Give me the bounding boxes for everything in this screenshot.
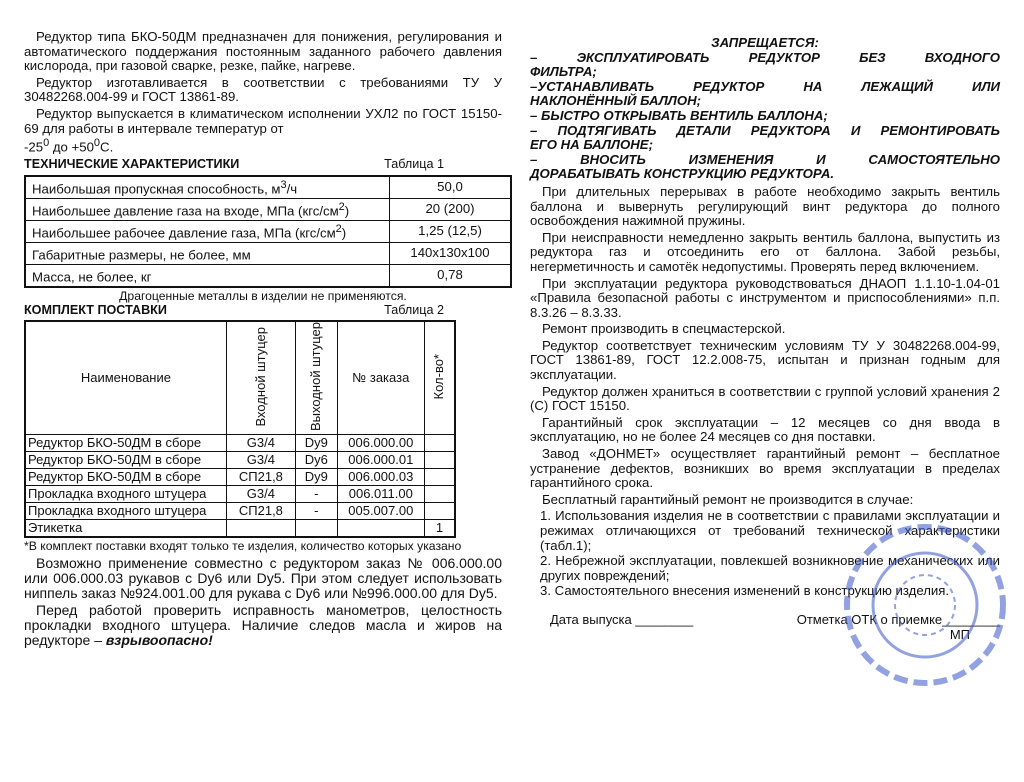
kit-item-name: Редуктор БКО-50ДМ в сборе (25, 435, 226, 452)
exclusion-item: 2. Небрежной эксплуатации, повлекшей возникновение механических или других повреждений; (540, 553, 1000, 583)
forbidden-item: ДОРАБАТЫВАТЬ КОНСТРУКЦИЮ РЕДУКТОРА. (530, 166, 835, 182)
col-qty-header (424, 321, 455, 435)
kit-item-order: 006.011.00 (337, 486, 424, 503)
repair-service-paragraph: Завод «ДОНМЕТ» осуществляет гарантийный ремонт – бесплатное устранение дефектов, возникших во время эксплуатации в пределах гарантийного срока. (530, 446, 1000, 491)
kit-table-row (25, 486, 455, 503)
forbidden-item: НАКЛОНЁННЫЙ БАЛЛОН; (530, 93, 701, 109)
climate-paragraph (24, 107, 502, 155)
kit-item-qty: 1 (424, 520, 455, 538)
col-name-header: Наименование (25, 321, 226, 435)
kit-item-output: - (295, 486, 337, 503)
tech-table-row (25, 220, 511, 242)
kit-item-output (295, 520, 337, 538)
left-column (24, 30, 502, 650)
tech-param-name: Наибольшая пропускная способность, $м^3/ч$ (25, 176, 390, 198)
table1-label: Таблица 1 (384, 157, 444, 172)
metals-note: Драгоценные металлы в изделии не применяются. (119, 288, 407, 303)
kit-item-input: G3/4 (226, 435, 295, 452)
climate-text: Редуктор выпускается в климатическом исполнении УХЛ2 по ГОСТ 15150-69 для работы в интервале температур от (24, 105, 502, 136)
kit-item-input: СП21,8 (226, 469, 295, 486)
repair-paragraph: Ремонт производить в спецмастерской. (542, 321, 786, 337)
kit-item-output: - (295, 503, 337, 520)
forbidden-item: –УСТАНАВЛИВАТЬ РЕДУКТОР НА ЛЕЖАЩИЙ ИЛИ (530, 78, 1000, 94)
kit-table-header-row (25, 321, 455, 435)
tech-param-name: Габаритные размеры, не более, мм (25, 242, 390, 264)
kit-item-order: 006.000.01 (337, 452, 424, 469)
pause-paragraph: При длительных перерывах в работе необходимо закрыть вентиль баллона и вывернуть регулирующий винт редуктора до полного освобождения нажимной пружины. (530, 183, 1000, 229)
col-output-label: Выходной штуцер (307, 321, 323, 431)
col-order-header: № заказа (337, 321, 424, 435)
tech-table-row (25, 242, 511, 264)
col-input-label: Входной штуцер (252, 326, 268, 427)
tech-table-row (25, 264, 511, 286)
tech-param-value: 20 (200) (390, 198, 512, 220)
tech-table-row (25, 198, 511, 220)
kit-note: *В комплект поставки входят только те изделия, количество которых указано (24, 539, 462, 554)
purpose-paragraph: Редуктор типа БКО-50ДМ предназначен для понижения, регулирования и автоматического поддержания постоянным заданного рабочего давления кислорода, при газовой сварке, резке, пайке, нагреве. (24, 29, 502, 74)
exclusions-title: Бесплатный гарантийный ремонт не производится в случае: (542, 491, 914, 507)
kit-item-order: 005.007.00 (337, 503, 424, 520)
tech-header (24, 157, 502, 172)
kit-table-row (25, 520, 455, 538)
kit-item-order (337, 520, 424, 538)
kit-item-qty (424, 469, 455, 486)
forbidden-item: – БЫСТРО ОТКРЫВАТЬ ВЕНТИЛЬ БАЛЛОНА; (530, 107, 828, 123)
kit-table-row (25, 452, 455, 469)
kit-item-order: 006.000.00 (337, 435, 424, 452)
otk-label: Отметка ОТК о приемке________ (796, 611, 1000, 627)
forbidden-item: – ПОДТЯГИВАТЬ ДЕТАЛИ РЕДУКТОРА И РЕМОНТИРОВАТЬ (530, 122, 1000, 138)
forbidden-list (530, 51, 1000, 182)
kit-item-name: Этикетка (25, 520, 226, 538)
tech-param-value: 0,78 (390, 264, 512, 286)
kit-item-name: Редуктор БКО-50ДМ в сборе (25, 469, 226, 486)
kit-item-output: Dy6 (295, 452, 337, 469)
manufacture-paragraph: Редуктор изготавливается в соответствии с требованиями ТУ У 30482268.004-99 и ГОСТ 13861-89. (24, 74, 502, 105)
pre-work-paragraph (24, 603, 502, 648)
explosive-warning: взрывоопасно! (105, 632, 213, 649)
deg-sup-2: 0 (93, 137, 101, 150)
kit-item-output: Dy9 (295, 435, 337, 452)
forbidden-item: ЕГО НА БАЛЛОНЕ; (530, 137, 653, 153)
pre-work-text: Перед работой проверить исправность манометров, целостность прокладки входного штуцера. Наличие следов масла и жиров на редукторе – (24, 602, 502, 649)
warranty-paragraph: Гарантийный срок эксплуатации – 12 месяцев со дня ввода в эксплуатацию, но не более 24 месяцев со дня поставки. (530, 414, 1000, 445)
tech-param-value: 50,0 (390, 176, 512, 198)
exclusion-item: 3. Самостоятельного внесения изменений в конструкцию изделия. (540, 583, 950, 599)
fault-paragraph: При неисправности немедленно закрыть вентиль баллона, выпустить из редуктора газ и отсоединить его от баллона. Забой резьбы, негерметичность и самотёк недопустимы. Проверять перед включением. (530, 229, 1000, 274)
kit-table-row (25, 503, 455, 520)
seal-place-label: МП (949, 626, 970, 642)
kit-title: КОМПЛЕКТ ПОСТАВКИ (24, 303, 167, 318)
kit-item-qty (424, 486, 455, 503)
kit-item-name: Прокладка входного штуцера (25, 486, 226, 503)
tech-table-row (25, 176, 511, 198)
temp-unit: С. (100, 139, 114, 155)
kit-table (24, 320, 456, 539)
deg-sup-1: 0 (43, 137, 50, 150)
release-date-label: Дата выпуска ________ (550, 611, 694, 627)
rules-paragraph: При эксплуатации редуктора руководствоваться ДНАОП 1.1.10-1.04-01 «Правила безопасной работы с инструментом и приспособлениями» п.п. 8.3.26 – 8.3.33. (530, 275, 1000, 320)
kit-item-name: Прокладка входного штуцера (25, 503, 226, 520)
storage-paragraph: Редуктор должен храниться в соответствии с группой условий хранения 2 (С) ГОСТ 15150. (530, 383, 1000, 414)
tech-param-name: Масса, не более, кг (25, 264, 390, 286)
kit-item-qty (424, 435, 455, 452)
exclusion-item: 1. Использования изделия не в соответствии с правилами эксплуатации и режимах отличающихся от требований технической характеристики (табл.1); (540, 508, 1000, 553)
temp-mid: до +50 (49, 139, 94, 155)
tech-param-value: 140x130x100 (390, 242, 512, 264)
temp-low: -25 (24, 139, 44, 155)
signature-row (530, 613, 1000, 628)
conformity-paragraph: Редуктор соответствует техническим условиям ТУ У 30482268.004-99, ГОСТ 13861-89, ГОСТ 12.2.008-75, испытан и признан годным для эксплуатации. (530, 337, 1000, 383)
kit-item-output: Dy9 (295, 469, 337, 486)
kit-item-input: G3/4 (226, 452, 295, 469)
col-output-header (295, 321, 337, 435)
col-input-header (226, 321, 295, 435)
kit-item-order: 006.000.03 (337, 469, 424, 486)
forbidden-title: ЗАПРЕЩАЕТСЯ: (711, 35, 819, 50)
exclusions-list (530, 509, 1000, 599)
kit-table-row (25, 435, 455, 452)
col-qty-label: Кол-во* (431, 353, 447, 400)
kit-item-input (226, 520, 295, 538)
tech-param-name: Наибольшее рабочее давление газа, МПа $(кгс/см^2)$ (25, 220, 390, 242)
hose-paragraph: Возможно применение совместно с редуктором заказ № 006.000.00 или 006.000.03 рукавов с Dy6 или Dy5. При этом следует использовать ниппель заказ №924.001.00 для рукава с Dy6 или №996.000.00 для Dy5. (24, 555, 502, 602)
kit-item-input: G3/4 (226, 486, 295, 503)
kit-table-row (25, 469, 455, 486)
kit-item-qty (424, 452, 455, 469)
table2-label: Таблица 2 (384, 303, 444, 318)
kit-item-name: Редуктор БКО-50ДМ в сборе (25, 452, 226, 469)
forbidden-item: – ВНОСИТЬ ИЗМЕНЕНИЯ И САМОСТОЯТЕЛЬНО (530, 151, 1000, 167)
forbidden-item: – ЭКСПЛУАТИРОВАТЬ РЕДУКТОР БЕЗ ВХОДНОГО (530, 49, 1000, 65)
kit-header (24, 303, 502, 318)
tech-param-name: Наибольшее давление газа на входе, МПа $(кгс/см^2)$ (25, 198, 390, 220)
tech-table (24, 175, 512, 288)
kit-item-input: СП21,8 (226, 503, 295, 520)
right-column (530, 36, 1000, 642)
forbidden-item: ФИЛЬТРА; (530, 64, 597, 80)
kit-item-qty (424, 503, 455, 520)
tech-title: ТЕХНИЧЕСКИЕ ХАРАКТЕРИСТИКИ (24, 157, 240, 172)
tech-param-value: 1,25 (12,5) (390, 220, 512, 242)
